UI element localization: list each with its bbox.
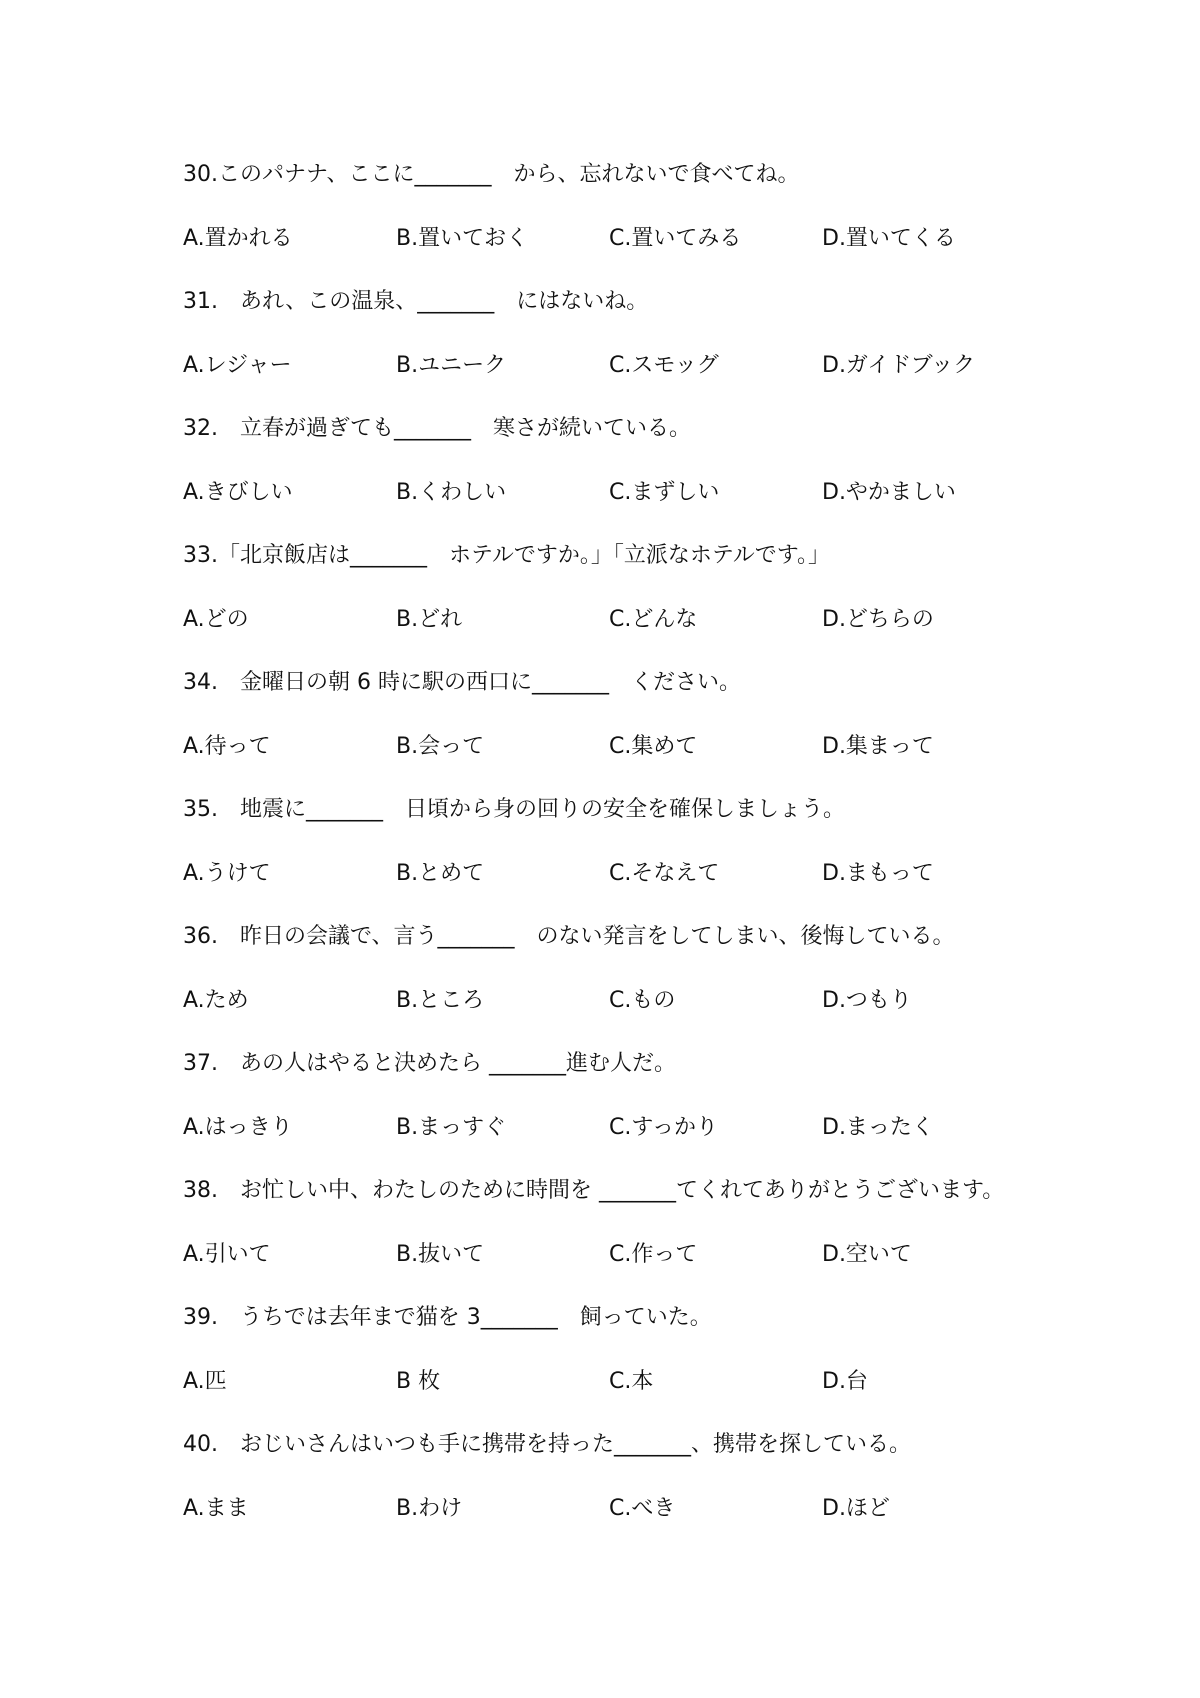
option-d: D.空いて: [822, 1242, 912, 1267]
option-b: B.わけ: [396, 1496, 463, 1521]
option-a: A.レジャー: [183, 353, 292, 378]
question-stem: 39. うちでは去年まで猫を 3_______ 飼っていた。: [183, 1305, 712, 1330]
question-34: [183, 668, 1083, 762]
option-b: B.ところ: [396, 988, 485, 1013]
option-row: [183, 1113, 1083, 1143]
option-row: [183, 859, 1083, 889]
question-stem: 32. 立春が過ぎても_______ 寒さが続いている。: [183, 416, 691, 441]
option-b: B.ユニーク: [396, 353, 507, 378]
option-c: C.集めて: [609, 734, 698, 759]
question-stem: 30.このパナナ、ここに_______ から、忘れないで食べてね。: [183, 162, 800, 187]
option-a: A.きびしい: [183, 480, 293, 505]
option-d: D.ガイドブック: [822, 353, 976, 378]
question-stem: 40. おじいさんはいつも手に携帯を持った_______、携帯を探している。: [183, 1432, 911, 1457]
option-c: C.そなえて: [609, 861, 720, 886]
question-stem: 31. あれ、この温泉、_______ にはないね。: [183, 289, 649, 314]
option-b: B.置いておく: [396, 226, 529, 251]
question-stem: 37. あの人はやると決めたら _______進む人だ。: [183, 1051, 676, 1076]
option-a: A.引いて: [183, 1242, 271, 1267]
option-c: C.すっかり: [609, 1115, 719, 1140]
option-b: B.とめて: [396, 861, 485, 886]
question-stem: 38. お忙しい中、わたしのために時間を _______てくれてありがとうございます。: [183, 1178, 1005, 1203]
option-d: D.置いてくる: [822, 226, 956, 251]
option-row: [183, 605, 1083, 635]
option-c: C.べき: [609, 1496, 676, 1521]
question-stem: 36. 昨日の会議で、言う_______ のない発言をしてしまい、後悔している。: [183, 924, 955, 949]
option-a: A.待って: [183, 734, 271, 759]
option-b: B.会って: [396, 734, 485, 759]
option-d: D.まったく: [822, 1115, 934, 1140]
option-row: [183, 224, 1083, 254]
option-a: A.うけて: [183, 861, 271, 886]
option-row: [183, 478, 1083, 508]
option-row: [183, 1367, 1083, 1397]
question-stem: 34. 金曜日の朝 6 時に駅の西口に_______ ください。: [183, 670, 741, 695]
option-c: C.どんな: [609, 607, 698, 632]
option-c: C.置いてみる: [609, 226, 742, 251]
option-b: B.どれ: [396, 607, 463, 632]
option-c: C.作って: [609, 1242, 698, 1267]
option-a: A.ため: [183, 988, 249, 1013]
option-c: C.本: [609, 1369, 654, 1394]
option-d: D.つもり: [822, 988, 912, 1013]
option-d: D.どちらの: [822, 607, 934, 632]
option-row: [183, 351, 1083, 381]
option-d: D.まもって: [822, 861, 934, 886]
question-36: [183, 922, 1083, 1016]
question-37: [183, 1049, 1083, 1143]
option-d: D.台: [822, 1369, 868, 1394]
option-d: D.ほど: [822, 1496, 890, 1521]
question-stem: 33.「北京飯店は_______ ホテルですか。」「立派なホテルです。」: [183, 543, 831, 568]
question-sheet: [183, 160, 1083, 1557]
option-d: D.やかましい: [822, 480, 956, 505]
option-row: [183, 1240, 1083, 1270]
option-c: C.まずしい: [609, 480, 720, 505]
option-b: B.まっすぐ: [396, 1115, 507, 1140]
question-40: [183, 1430, 1083, 1524]
option-b: B.くわしい: [396, 480, 507, 505]
option-a: A.置かれる: [183, 226, 293, 251]
option-a: A.どの: [183, 607, 249, 632]
option-c: C.もの: [609, 988, 676, 1013]
option-b: B.抜いて: [396, 1242, 485, 1267]
question-33: [183, 541, 1083, 635]
question-38: [183, 1176, 1083, 1270]
question-39: [183, 1303, 1083, 1397]
question-stem: 35. 地震に_______ 日頃から身の回りの安全を確保しましょう。: [183, 797, 845, 822]
option-row: [183, 1494, 1083, 1524]
option-b: B 枚: [396, 1369, 441, 1394]
option-row: [183, 732, 1083, 762]
option-a: A.はっきり: [183, 1115, 293, 1140]
question-35: [183, 795, 1083, 889]
question-30: [183, 160, 1083, 254]
question-31: [183, 287, 1083, 381]
option-d: D.集まって: [822, 734, 934, 759]
option-c: C.スモッグ: [609, 353, 719, 378]
option-a: A.匹: [183, 1369, 227, 1394]
option-row: [183, 986, 1083, 1016]
option-a: A.まま: [183, 1496, 249, 1521]
question-32: [183, 414, 1083, 508]
